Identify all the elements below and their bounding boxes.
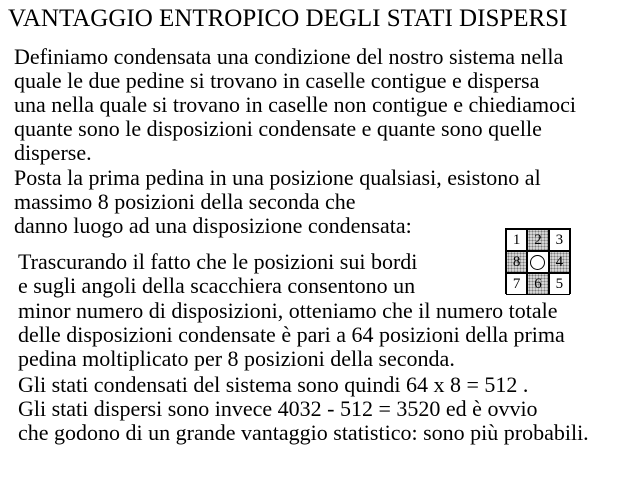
grid-cell-7: 7	[506, 273, 527, 295]
text-line-10: e sugli angoli della scacchiera consentono un	[18, 273, 416, 298]
text-line-15: Gli stati dispersi sono invece 4032 - 512 = 3520 ed è ovvio	[18, 396, 538, 421]
text-line-4: quante sono le disposizioni condensate e quante sono quelle	[14, 116, 542, 141]
grid-cell-3: 3	[549, 229, 570, 251]
pawn-icon	[530, 255, 545, 270]
text-line-12: delle disposizioni condensate è pari a 64 posizioni della prima	[18, 322, 565, 347]
text-line-2: quale le due pedine si trovano in caselle contigue e dispersa	[14, 68, 540, 93]
grid-cell-6: 6	[527, 273, 548, 295]
text-line-3: una nella quale si trovano in caselle non contigue e chiediamoci	[14, 92, 577, 117]
adjacency-grid	[505, 228, 571, 294]
text-line-5: disperse.	[14, 140, 92, 165]
text-line-1: Definiamo condensata una condizione del nostro sistema nella	[14, 44, 564, 69]
grid-cell-4: 4	[549, 251, 570, 273]
text-line-13: pedina moltiplicato per 8 posizioni della seconda.	[18, 346, 455, 371]
grid-cell-5: 5	[549, 273, 570, 295]
text-line-16: che godono di un grande vantaggio statistico: sono più probabili.	[18, 420, 589, 445]
grid-cell-center	[527, 251, 548, 273]
grid-cell-1: 1	[506, 229, 527, 251]
page-title: VANTAGGIO ENTROPICO DEGLI STATI DISPERSI	[8, 5, 568, 32]
grid-cell-2: 2	[527, 229, 548, 251]
text-line-6: Posta la prima pedina in una posizione qualsiasi, esistono al	[14, 165, 541, 190]
text-line-11: minor numero di disposizioni, otteniamo che il numero totale	[18, 298, 558, 323]
text-line-14: Gli stati condensati del sistema sono quindi 64 x 8 = 512 .	[18, 372, 529, 397]
text-line-9: Trascurando il fatto che le posizioni sui bordi	[18, 249, 418, 274]
grid-cell-8: 8	[506, 251, 527, 273]
text-line-8: danno luogo ad una disposizione condensata:	[14, 213, 412, 238]
text-line-7: massimo 8 posizioni della seconda che	[14, 189, 356, 214]
